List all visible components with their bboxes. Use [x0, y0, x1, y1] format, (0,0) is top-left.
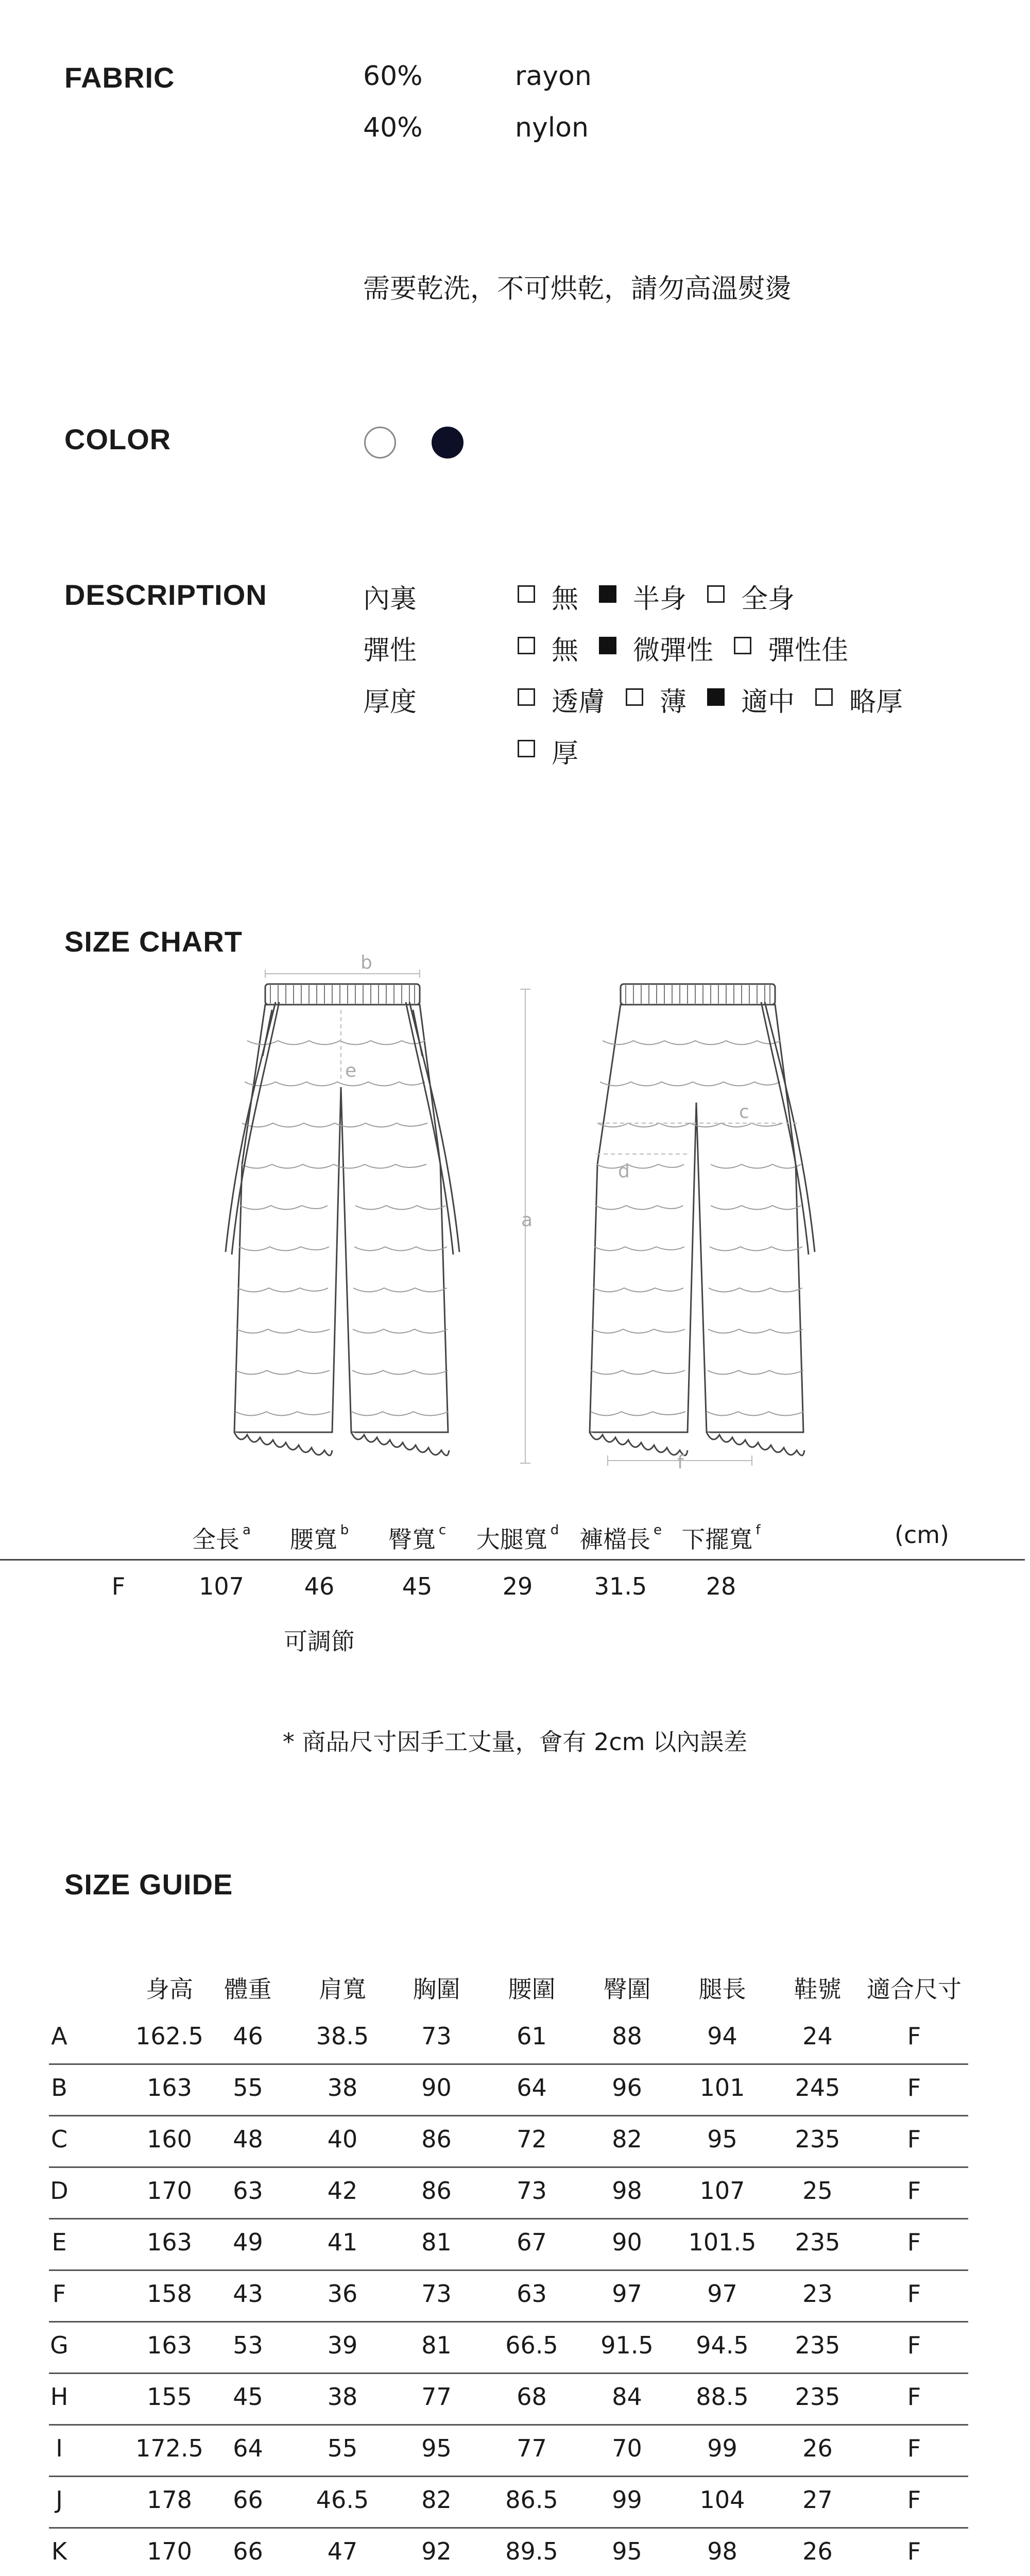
dim-label-c: c — [739, 1101, 749, 1123]
option-stretch-none[interactable]: 無 — [518, 629, 578, 667]
size-guide-cell: 107 — [699, 2177, 745, 2205]
size-guide-cell: 24 — [802, 2022, 833, 2050]
size-guide-cell: 104 — [699, 2486, 745, 2514]
size-guide-cell: 82 — [612, 2125, 642, 2153]
checkbox-icon — [626, 688, 643, 706]
size-guide-cell: F — [907, 2383, 921, 2411]
thickness-options — [518, 680, 923, 719]
size-guide-cell: 89.5 — [505, 2537, 558, 2565]
row-divider — [49, 2424, 968, 2426]
size-guide-cell: 101.5 — [688, 2228, 757, 2256]
front-view — [226, 952, 459, 1455]
size-guide-cell: 99 — [612, 2486, 642, 2514]
size-guide-cell: 160 — [147, 2125, 192, 2153]
size-guide-row-id: A — [51, 2022, 67, 2050]
size-guide-cell: 158 — [147, 2280, 192, 2308]
size-guide-header: 體重 — [224, 1975, 272, 2003]
size-guide-header: 適合尺寸 — [867, 1975, 962, 2003]
size-guide-cell: 235 — [795, 2125, 840, 2153]
size-guide-cell: 86 — [421, 2177, 452, 2205]
size-guide-cell: 81 — [421, 2331, 452, 2359]
option-thickness-medium[interactable]: 適中 — [707, 680, 795, 719]
size-guide-row-id: D — [50, 2177, 68, 2205]
size-guide-cell: 235 — [795, 2331, 840, 2359]
size-guide-cell: 46 — [233, 2022, 263, 2050]
checkbox-icon — [815, 688, 833, 706]
size-chart-value: 31.5 — [594, 1572, 647, 1600]
option-stretch-good[interactable]: 彈性佳 — [734, 629, 848, 667]
row-divider — [49, 2476, 968, 2477]
size-chart-size: F — [111, 1572, 126, 1600]
dim-label-b: b — [360, 952, 372, 973]
size-guide-cell: 95 — [707, 2125, 737, 2153]
fabric-material-1: rayon — [515, 61, 592, 92]
size-guide-cell: F — [907, 2331, 921, 2359]
row-divider — [49, 2166, 968, 2168]
size-guide-cell: F — [907, 2228, 921, 2256]
size-guide-label: SIZE GUIDE — [64, 1868, 233, 1901]
row-divider — [49, 2372, 968, 2374]
fabric-label: FABRIC — [64, 61, 175, 94]
lining-options — [518, 577, 815, 616]
checkbox-icon — [707, 688, 725, 706]
size-chart-value: 29 — [502, 1572, 533, 1600]
size-guide-header: 胸圍 — [413, 1975, 460, 2003]
size-guide-cell: 99 — [707, 2434, 737, 2462]
row-divider — [49, 2269, 968, 2271]
size-guide-cell: 26 — [802, 2434, 833, 2462]
size-chart-unit: (cm) — [895, 1521, 949, 1549]
size-guide-cell: 38 — [327, 2383, 358, 2411]
size-chart-value: 28 — [706, 1572, 736, 1600]
size-guide-cell: 92 — [421, 2537, 452, 2565]
size-guide-row-id: E — [52, 2228, 67, 2256]
size-guide-cell: 66 — [233, 2486, 263, 2514]
size-guide-header: 身高 — [146, 1975, 193, 2003]
checkbox-icon — [734, 637, 751, 654]
size-guide-cell: 94.5 — [696, 2331, 749, 2359]
size-guide-cell: 23 — [802, 2280, 833, 2308]
size-guide-cell: 47 — [327, 2537, 358, 2565]
size-guide-cell: 72 — [517, 2125, 547, 2153]
size-guide-cell: 98 — [707, 2537, 737, 2565]
size-guide-cell: F — [907, 2022, 921, 2050]
size-guide-cell: 170 — [147, 2177, 192, 2205]
checkbox-icon — [518, 740, 535, 757]
size-guide-cell: 81 — [421, 2228, 452, 2256]
stretch-label: 彈性 — [363, 635, 417, 666]
dim-label-d: d — [618, 1161, 630, 1182]
size-guide-cell: 101 — [699, 2074, 745, 2102]
size-guide-cell: 94 — [707, 2022, 737, 2050]
size-guide-cell: 55 — [233, 2074, 263, 2102]
size-guide-header: 腿長 — [698, 1975, 746, 2003]
size-guide-cell: 245 — [795, 2074, 840, 2102]
size-guide-cell: 39 — [327, 2331, 358, 2359]
header-length: 全長 $^a$ — [192, 1522, 251, 1553]
row-divider — [49, 2063, 968, 2065]
size-guide-header: 肩寬 — [319, 1975, 366, 2003]
checkbox-icon — [518, 688, 535, 706]
option-thickness-sheer[interactable]: 透膚 — [518, 680, 605, 719]
fabric-material-2: nylon — [515, 112, 589, 143]
row-divider — [49, 2115, 968, 2116]
option-lining-none[interactable]: 無 — [518, 577, 578, 616]
dim-label-f: f — [677, 1452, 684, 1473]
size-chart-value: 46 — [304, 1572, 335, 1600]
size-guide-cell: F — [907, 2074, 921, 2102]
size-guide-cell: 48 — [233, 2125, 263, 2153]
measurement-note: * 商品尺寸因手工丈量，會有 2cm 以內誤差 — [282, 1728, 748, 1756]
size-guide-cell: 172.5 — [135, 2434, 203, 2462]
size-guide-cell: 61 — [517, 2022, 547, 2050]
size-guide-cell: 73 — [421, 2280, 452, 2308]
size-guide-row-id: C — [50, 2125, 68, 2153]
size-guide-row-id: B — [51, 2074, 67, 2102]
size-guide-cell: 162.5 — [135, 2022, 203, 2050]
size-guide-cell: 41 — [327, 2228, 358, 2256]
size-guide-cell: 235 — [795, 2228, 840, 2256]
option-thickness-thick[interactable]: 厚 — [518, 732, 578, 770]
size-guide-cell: 73 — [421, 2022, 452, 2050]
lining-label: 內裏 — [363, 584, 417, 615]
size-guide-row-id: H — [50, 2383, 68, 2411]
checkbox-icon — [518, 585, 535, 603]
size-guide-cell: 163 — [147, 2074, 192, 2102]
size-guide-cell: 95 — [421, 2434, 452, 2462]
size-guide-cell: 77 — [421, 2383, 452, 2411]
size-guide-cell: 67 — [517, 2228, 547, 2256]
size-guide-cell: 49 — [233, 2228, 263, 2256]
header-rise: 褲檔長 $^e$ — [579, 1522, 662, 1553]
size-guide-cell: 42 — [327, 2177, 358, 2205]
size-chart-label: SIZE CHART — [64, 925, 243, 958]
dim-label-a: a — [521, 1210, 533, 1231]
back-view — [590, 984, 815, 1473]
navy-swatch[interactable] — [432, 427, 464, 459]
size-guide-cell: 38.5 — [316, 2022, 369, 2050]
checkbox-icon — [707, 585, 725, 603]
option-stretch-slight[interactable]: 微彈性 — [599, 629, 713, 667]
size-guide-cell: 170 — [147, 2537, 192, 2565]
size-chart-divider — [0, 1559, 1025, 1561]
size-guide-cell: 163 — [147, 2331, 192, 2359]
option-thickness-slightly-thick[interactable]: 略厚 — [815, 680, 903, 719]
size-guide-cell: 155 — [147, 2383, 192, 2411]
thickness-options-wrap — [518, 732, 599, 770]
size-guide-cell: 235 — [795, 2383, 840, 2411]
size-guide-cell: 66.5 — [505, 2331, 558, 2359]
size-guide-cell: 70 — [612, 2434, 642, 2462]
size-guide-cell: 27 — [802, 2486, 833, 2514]
fabric-percent-1: 60% — [363, 61, 423, 92]
size-guide-cell: 88.5 — [696, 2383, 749, 2411]
care-instructions: 需要乾洗，不可烘乾，請勿高溫熨燙 — [363, 274, 792, 304]
size-guide-row-id: K — [51, 2537, 67, 2565]
size-guide-cell: 25 — [802, 2177, 833, 2205]
size-guide-cell: 36 — [327, 2280, 358, 2308]
row-divider — [49, 2218, 968, 2219]
white-swatch[interactable] — [364, 427, 396, 459]
size-guide-cell: 77 — [517, 2434, 547, 2462]
size-guide-row-id: I — [56, 2434, 63, 2462]
size-guide-cell: 96 — [612, 2074, 642, 2102]
size-guide-cell: 46.5 — [316, 2486, 369, 2514]
size-guide-cell: 97 — [612, 2280, 642, 2308]
size-guide-cell: 82 — [421, 2486, 452, 2514]
size-guide-cell: 63 — [517, 2280, 547, 2308]
size-guide-cell: 95 — [612, 2537, 642, 2565]
size-guide-header: 鞋號 — [794, 1975, 842, 2003]
checkbox-icon — [599, 585, 616, 603]
size-guide-cell: 178 — [147, 2486, 192, 2514]
stretch-options — [518, 629, 869, 667]
size-guide-cell: 43 — [233, 2280, 263, 2308]
size-guide-cell: F — [907, 2125, 921, 2153]
size-guide-cell: 64 — [233, 2434, 263, 2462]
size-guide-cell: 63 — [233, 2177, 263, 2205]
size-chart-value: 45 — [402, 1572, 433, 1600]
description-label: DESCRIPTION — [64, 579, 267, 611]
size-guide-cell: 98 — [612, 2177, 642, 2205]
size-guide-cell: 84 — [612, 2383, 642, 2411]
row-divider — [49, 2527, 968, 2529]
size-guide-cell: 38 — [327, 2074, 358, 2102]
size-guide-cell: 64 — [517, 2074, 547, 2102]
size-guide-cell: F — [907, 2434, 921, 2462]
header-hip: 臀寬 $^c$ — [388, 1522, 447, 1553]
row-divider — [49, 2321, 968, 2323]
size-guide-header: 臀圍 — [603, 1975, 651, 2003]
header-thigh: 大腿寬 $^d$ — [476, 1522, 559, 1553]
size-guide-cell: 40 — [327, 2125, 358, 2153]
color-label: COLOR — [64, 423, 171, 455]
checkbox-icon — [599, 637, 616, 654]
size-guide-cell: 90 — [421, 2074, 452, 2102]
size-guide-row-id: F — [52, 2280, 66, 2308]
option-lining-half[interactable]: 半身 — [599, 577, 686, 616]
checkbox-icon — [518, 637, 535, 654]
size-guide-cell: 88 — [612, 2022, 642, 2050]
header-hem: 下擺寬 $^f$ — [681, 1522, 761, 1553]
size-guide-row-id: J — [56, 2486, 63, 2514]
size-guide-cell: 86.5 — [505, 2486, 558, 2514]
size-guide-cell: 68 — [517, 2383, 547, 2411]
size-guide-cell: 26 — [802, 2537, 833, 2565]
size-guide-cell: F — [907, 2280, 921, 2308]
fabric-percent-2: 40% — [363, 112, 423, 143]
option-thickness-thin[interactable]: 薄 — [626, 680, 686, 719]
size-guide-cell: 86 — [421, 2125, 452, 2153]
size-guide-cell: 66 — [233, 2537, 263, 2565]
dim-label-e: e — [345, 1060, 357, 1081]
pants-diagram — [206, 948, 1009, 1484]
size-chart-value: 107 — [199, 1572, 244, 1600]
size-guide-cell: F — [907, 2486, 921, 2514]
size-guide-cell: F — [907, 2177, 921, 2205]
option-lining-full[interactable]: 全身 — [707, 577, 795, 616]
size-guide-cell: F — [907, 2537, 921, 2565]
size-guide-cell: 55 — [327, 2434, 358, 2462]
header-waist: 腰寬 $^b$ — [289, 1522, 349, 1553]
waist-adjustable-note: 可調節 — [284, 1628, 355, 1655]
size-guide-cell: 45 — [233, 2383, 263, 2411]
size-guide-cell: 163 — [147, 2228, 192, 2256]
size-guide-cell: 53 — [233, 2331, 263, 2359]
size-guide-cell: 91.5 — [600, 2331, 654, 2359]
size-guide-cell: 73 — [517, 2177, 547, 2205]
size-guide-row-id: G — [50, 2331, 68, 2359]
size-guide-cell: 97 — [707, 2280, 737, 2308]
size-guide-header: 腰圍 — [508, 1975, 556, 2003]
thickness-label: 厚度 — [363, 687, 417, 718]
size-guide-cell: 90 — [612, 2228, 642, 2256]
